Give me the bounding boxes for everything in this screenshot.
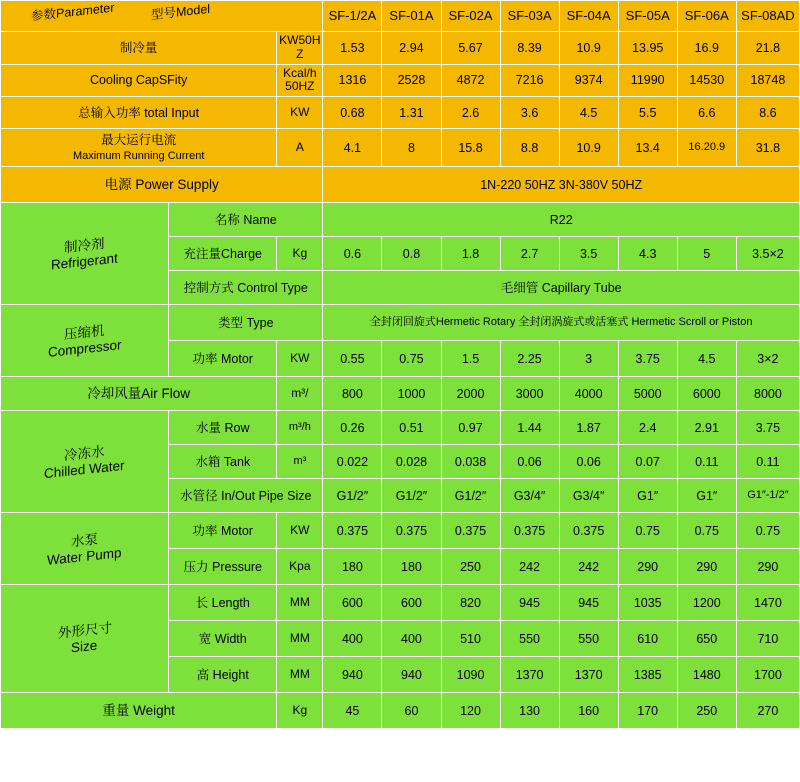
cell: 3×2	[736, 341, 799, 377]
header-model-4: SF-04A	[559, 1, 618, 32]
cell: 10.9	[559, 129, 618, 167]
cell: 1.87	[559, 411, 618, 445]
group-label-size-cn: 外形尺寸	[57, 619, 112, 641]
group-label-size	[1, 585, 169, 693]
cell: 242	[500, 549, 559, 585]
cell: 11990	[618, 64, 677, 97]
cell: 0.375	[323, 513, 382, 549]
cell: 0.028	[382, 445, 441, 479]
cell-refrigerant-name-value: R22	[323, 203, 800, 237]
cell: 9374	[559, 64, 618, 97]
cell: 0.51	[382, 411, 441, 445]
cell: 0.75	[736, 513, 799, 549]
table-row	[1, 167, 800, 203]
cell: 0.6	[323, 237, 382, 271]
header-model-1: SF-01A	[382, 1, 441, 32]
cell: 610	[618, 621, 677, 657]
table-row	[1, 693, 800, 729]
cell: 4.3	[618, 237, 677, 271]
row-label-pump-pressure: 压力 Pressure	[169, 549, 277, 585]
header-model-3: SF-03A	[500, 1, 559, 32]
cell: 180	[323, 549, 382, 585]
cell: 0.375	[559, 513, 618, 549]
cell: 1370	[559, 657, 618, 693]
header-model-label: 型号Model	[151, 1, 211, 23]
table-row	[1, 513, 800, 549]
group-label-chilled-water-cn: 冷冻水	[64, 443, 105, 463]
row-label-width: 宽 Width	[169, 621, 277, 657]
cell: 400	[382, 621, 441, 657]
cell-compressor-type-value: 全封闭回旋式Hermetic Rotary 全封闭涡旋式或活塞式 Hermetic Scroll or Piston	[323, 305, 800, 341]
cell: 1480	[677, 657, 736, 693]
cell: 0.038	[441, 445, 500, 479]
cell: 3000	[500, 377, 559, 411]
cell: 8.6	[736, 97, 799, 129]
cell: 2.6	[441, 97, 500, 129]
cell: 290	[677, 549, 736, 585]
cell: 0.06	[559, 445, 618, 479]
cell: 8	[382, 129, 441, 167]
cell: 250	[677, 693, 736, 729]
cell: 18748	[736, 64, 799, 97]
table-row	[1, 1, 800, 32]
cell: 14530	[677, 64, 736, 97]
row-label-weight: 重量 Weight	[1, 693, 277, 729]
cell: 1.31	[382, 97, 441, 129]
cell: 3.5	[559, 237, 618, 271]
row-unit-water-tank: m³	[277, 445, 323, 479]
row-unit-cooling-kcal: Kcal/h 50HZ	[277, 64, 323, 97]
cell: 0.11	[677, 445, 736, 479]
cell: 3.5×2	[736, 237, 799, 271]
row-unit-pump-motor: KW	[277, 513, 323, 549]
cell: 13.4	[618, 129, 677, 167]
cell: 1316	[323, 64, 382, 97]
row-label-water-row: 水量 Row	[169, 411, 277, 445]
cell: 290	[618, 549, 677, 585]
row-label-total-input: 总输入功率 total Input	[1, 97, 277, 129]
cell: 6000	[677, 377, 736, 411]
row-label-pump-motor: 功率 Motor	[169, 513, 277, 549]
row-label-power-supply: 电源 Power Supply	[1, 167, 323, 203]
cell: 940	[323, 657, 382, 693]
cell: 7216	[500, 64, 559, 97]
row-unit-air-flow: m³/	[277, 377, 323, 411]
cell: G3/4″	[500, 479, 559, 513]
cell: 45	[323, 693, 382, 729]
row-unit-compressor-motor: KW	[277, 341, 323, 377]
cell: 31.8	[736, 129, 799, 167]
row-label-cooling-capacity-cn: 制冷量	[1, 32, 277, 65]
group-label-refrigerant-cn: 制冷剂	[64, 235, 105, 255]
cell: G1″	[618, 479, 677, 513]
cell: 2000	[441, 377, 500, 411]
table-row	[1, 203, 800, 237]
row-unit-refrigerant-charge: Kg	[277, 237, 323, 271]
cell: 650	[677, 621, 736, 657]
row-label-compressor-type: 类型 Type	[169, 305, 323, 341]
row-label-water-tank: 水箱 Tank	[169, 445, 277, 479]
group-label-water-pump	[1, 513, 169, 585]
cell: 0.55	[323, 341, 382, 377]
table-row	[1, 64, 800, 97]
cell: 1470	[736, 585, 799, 621]
cell: 2.91	[677, 411, 736, 445]
table-row	[1, 585, 800, 621]
cell: 2528	[382, 64, 441, 97]
cell: 180	[382, 549, 441, 585]
cell: 4.1	[323, 129, 382, 167]
cell: G1/2″	[441, 479, 500, 513]
row-label-cooling-capacity-en: Cooling CapSFity	[1, 64, 277, 97]
cell: 1090	[441, 657, 500, 693]
cell: 1.53	[323, 32, 382, 65]
cell: 242	[559, 549, 618, 585]
row-label-refrigerant-charge: 充注量Charge	[169, 237, 277, 271]
cell: 4000	[559, 377, 618, 411]
cell: 21.8	[736, 32, 799, 65]
header-model-5: SF-05A	[618, 1, 677, 32]
cell: 1035	[618, 585, 677, 621]
cell: G1″-1/2″	[736, 479, 799, 513]
row-unit-max-current: A	[277, 129, 323, 167]
group-label-compressor	[1, 305, 169, 377]
cell: 5000	[618, 377, 677, 411]
cell: 16.20.9	[677, 129, 736, 167]
cell: 130	[500, 693, 559, 729]
group-label-compressor-en: Compressor	[47, 336, 122, 360]
row-label-height: 高 Height	[169, 657, 277, 693]
cell: 4.5	[677, 341, 736, 377]
cell: 160	[559, 693, 618, 729]
cell: 5.5	[618, 97, 677, 129]
cell: 710	[736, 621, 799, 657]
cell: 2.25	[500, 341, 559, 377]
cell: 120	[441, 693, 500, 729]
cell: 800	[323, 377, 382, 411]
cell: 5.67	[441, 32, 500, 65]
cell: 600	[323, 585, 382, 621]
cell: 0.75	[382, 341, 441, 377]
cell: 0.375	[441, 513, 500, 549]
cell-power-supply-value: 1N-220 50HZ 3N-380V 50HZ	[323, 167, 800, 203]
cell: 0.11	[736, 445, 799, 479]
group-label-water-pump-cn: 水泵	[71, 531, 99, 549]
cell: 15.8	[441, 129, 500, 167]
cell: 8.39	[500, 32, 559, 65]
cell: 0.375	[382, 513, 441, 549]
cell: 170	[618, 693, 677, 729]
row-unit-height: MM	[277, 657, 323, 693]
cell: 3.75	[618, 341, 677, 377]
cell: 0.07	[618, 445, 677, 479]
cell: 600	[382, 585, 441, 621]
cell: 550	[500, 621, 559, 657]
cell: G1″	[677, 479, 736, 513]
cell: 2.94	[382, 32, 441, 65]
table-row	[1, 129, 800, 167]
header-model-6: SF-06A	[677, 1, 736, 32]
group-label-chilled-water	[1, 411, 169, 513]
cell-control-type-value: 毛细管 Capillary Tube	[323, 271, 800, 305]
cell: 0.75	[618, 513, 677, 549]
cell: 13.95	[618, 32, 677, 65]
cell: 0.06	[500, 445, 559, 479]
row-label-air-flow: 冷却风量Air Flow	[1, 377, 277, 411]
cell: 940	[382, 657, 441, 693]
cell: G3/4″	[559, 479, 618, 513]
cell: 1700	[736, 657, 799, 693]
cell: 16.9	[677, 32, 736, 65]
group-label-compressor-cn: 压缩机	[64, 322, 105, 342]
cell: 10.9	[559, 32, 618, 65]
cell: 6.6	[677, 97, 736, 129]
cell: 4.5	[559, 97, 618, 129]
cell: 270	[736, 693, 799, 729]
row-label-pipe-size: 水管径 In/Out Pipe Size	[169, 479, 323, 513]
row-label-length: 长 Length	[169, 585, 277, 621]
header-model-2: SF-02A	[441, 1, 500, 32]
cell: 0.75	[677, 513, 736, 549]
row-unit-total-input: KW	[277, 97, 323, 129]
cell: 0.68	[323, 97, 382, 129]
cell: 945	[500, 585, 559, 621]
cell: 2.4	[618, 411, 677, 445]
cell: 3	[559, 341, 618, 377]
row-label-refrigerant-name: 名称 Name	[169, 203, 323, 237]
cell: 4872	[441, 64, 500, 97]
cell: 945	[559, 585, 618, 621]
cell: 8000	[736, 377, 799, 411]
row-label-control-type: 控制方式 Control Type	[169, 271, 323, 305]
cell: G1/2″	[323, 479, 382, 513]
cell: 1370	[500, 657, 559, 693]
cell: 1.8	[441, 237, 500, 271]
row-label-max-current-en: Maximum Running Current	[72, 149, 205, 162]
row-label-max-current-cn: 最大运行电流	[101, 132, 177, 147]
group-label-chilled-water-en: Chilled Water	[44, 457, 125, 481]
cell: 1385	[618, 657, 677, 693]
table-row	[1, 377, 800, 411]
cell: 0.97	[441, 411, 500, 445]
row-unit-width: MM	[277, 621, 323, 657]
row-unit-length: MM	[277, 585, 323, 621]
cell: 0.022	[323, 445, 382, 479]
cell: 290	[736, 549, 799, 585]
cell: 5	[677, 237, 736, 271]
cell: 3.75	[736, 411, 799, 445]
header-parameter-label: 参数Parameter	[31, 0, 115, 24]
row-unit-pump-pressure: Kpa	[277, 549, 323, 585]
table-row	[1, 97, 800, 129]
group-label-size-en: Size	[71, 637, 98, 656]
cell: 1000	[382, 377, 441, 411]
cell: 400	[323, 621, 382, 657]
cell: 8.8	[500, 129, 559, 167]
cell: 820	[441, 585, 500, 621]
table-row	[1, 411, 800, 445]
header-parameter-model	[1, 1, 323, 32]
cell: 0.375	[500, 513, 559, 549]
cell: 1.5	[441, 341, 500, 377]
header-model-0: SF-1/2A	[323, 1, 382, 32]
row-label-compressor-motor: 功率 Motor	[169, 341, 277, 377]
cell: 0.8	[382, 237, 441, 271]
cell: 250	[441, 549, 500, 585]
cell: G1/2″	[382, 479, 441, 513]
group-label-refrigerant	[1, 203, 169, 305]
cell: 510	[441, 621, 500, 657]
group-label-water-pump-en: Water Pump	[47, 544, 122, 568]
cell: 550	[559, 621, 618, 657]
group-label-refrigerant-en: Refrigerant	[51, 250, 118, 273]
cell: 3.6	[500, 97, 559, 129]
header-model-7: SF-08AD	[736, 1, 799, 32]
row-unit-weight: Kg	[277, 693, 323, 729]
cell: 0.26	[323, 411, 382, 445]
table-row	[1, 305, 800, 341]
cell: 1.44	[500, 411, 559, 445]
cell: 1200	[677, 585, 736, 621]
cell: 2.7	[500, 237, 559, 271]
row-unit-water-row: m³/h	[277, 411, 323, 445]
row-unit-cooling-capacity: KW50HZ	[277, 32, 323, 65]
row-label-max-current	[1, 129, 277, 167]
cell: 60	[382, 693, 441, 729]
table-row	[1, 32, 800, 65]
